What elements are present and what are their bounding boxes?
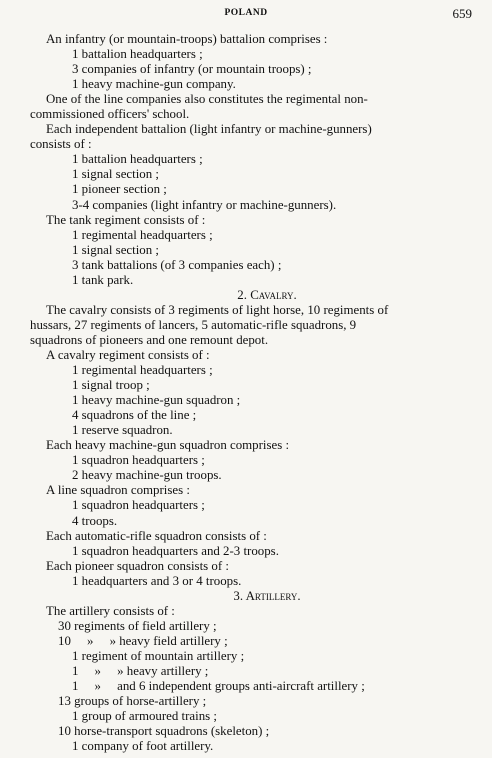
list-item: 1 battalion headquarters ; xyxy=(72,152,203,167)
list-item: 1 signal section ; xyxy=(72,167,159,182)
list-item: 4 squadrons of the line ; xyxy=(72,408,197,423)
list-item: 1 heavy machine-gun company. xyxy=(72,77,236,92)
list-item: 3 companies of infantry (or mountain troops) ; xyxy=(72,62,312,77)
list-item: 10 horse-transport squadrons (skeleton) ; xyxy=(58,724,270,739)
page-number: 659 xyxy=(452,6,472,21)
text-line: The artillery consists of : xyxy=(46,603,175,618)
text-line: Each heavy machine-gun squadron comprises : xyxy=(46,438,290,453)
running-head-title: POLAND xyxy=(224,8,268,18)
text-line: A cavalry regiment consists of : xyxy=(46,347,210,362)
list-item: 1 squadron headquarters ; xyxy=(72,453,205,468)
text-line: consists of : xyxy=(30,137,92,152)
list-item: 1 headquarters and 3 or 4 troops. xyxy=(72,573,242,588)
section-heading-artillery: 3. Artillery. xyxy=(233,588,301,603)
text-line: One of the line companies also constitutes the regimental non- xyxy=(46,92,368,107)
list-item: 10 » » heavy field artillery ; xyxy=(58,633,228,648)
list-item: 1 regiment of mountain artillery ; xyxy=(72,648,245,663)
text-line: A line squadron comprises : xyxy=(46,483,190,498)
list-item: 1 battalion headquarters ; xyxy=(72,47,203,62)
text-line: An infantry (or mountain-troops) battalion comprises : xyxy=(46,32,328,46)
list-item: 1 company of foot artillery. xyxy=(72,739,214,754)
list-item: 1 reserve squadron. xyxy=(72,423,173,438)
list-item: 1 squadron headquarters ; xyxy=(72,498,205,513)
list-item: 3-4 companies (light infantry or machine-gunners). xyxy=(72,197,337,212)
running-head xyxy=(0,6,492,22)
list-item: 2 heavy machine-gun troops. xyxy=(72,468,222,483)
text-line: hussars, 27 regiments of lancers, 5 automatic-rifle squadrons, 9 xyxy=(30,317,357,332)
list-item: 1 squadron headquarters and 2-3 troops. xyxy=(72,543,279,558)
list-item: 30 regiments of field artillery ; xyxy=(58,618,217,633)
list-item: 1 » and 6 independent groups anti-aircraft artillery ; xyxy=(72,679,365,694)
text-line: commissioned officers' school. xyxy=(30,107,190,122)
text-line: squadrons of pioneers and one remount depot. xyxy=(30,332,269,347)
text-line: Each automatic-rifle squadron consists of : xyxy=(46,528,267,543)
list-item: 13 groups of horse-artillery ; xyxy=(58,694,207,709)
list-item: 1 » » heavy artillery ; xyxy=(72,663,209,678)
list-item: 1 group of armoured trains ; xyxy=(72,709,217,724)
list-item: 1 regimental headquarters ; xyxy=(72,363,213,378)
list-item: 1 signal section ; xyxy=(72,242,159,257)
list-item: 4 troops. xyxy=(72,513,118,528)
body-text xyxy=(30,32,476,754)
section-heading-cavalry: 2. Cavalry. xyxy=(237,287,297,302)
list-item: 1 heavy machine-gun squadron ; xyxy=(72,393,241,408)
list-item: 1 tank park. xyxy=(72,272,134,287)
list-item: 3 tank battalions (of 3 companies each) ; xyxy=(72,257,282,272)
text-line: Each pioneer squadron consists of : xyxy=(46,558,229,573)
list-item: 1 regimental headquarters ; xyxy=(72,227,213,242)
list-item: 1 pioneer section ; xyxy=(72,182,167,197)
text-line: The tank regiment consists of : xyxy=(46,212,206,227)
text-line: The cavalry consists of 3 regiments of light horse, 10 regiments of xyxy=(46,302,389,317)
text-line: Each independent battalion (light infantry or machine-gunners) xyxy=(46,122,372,137)
list-item: 1 signal troop ; xyxy=(72,378,150,393)
